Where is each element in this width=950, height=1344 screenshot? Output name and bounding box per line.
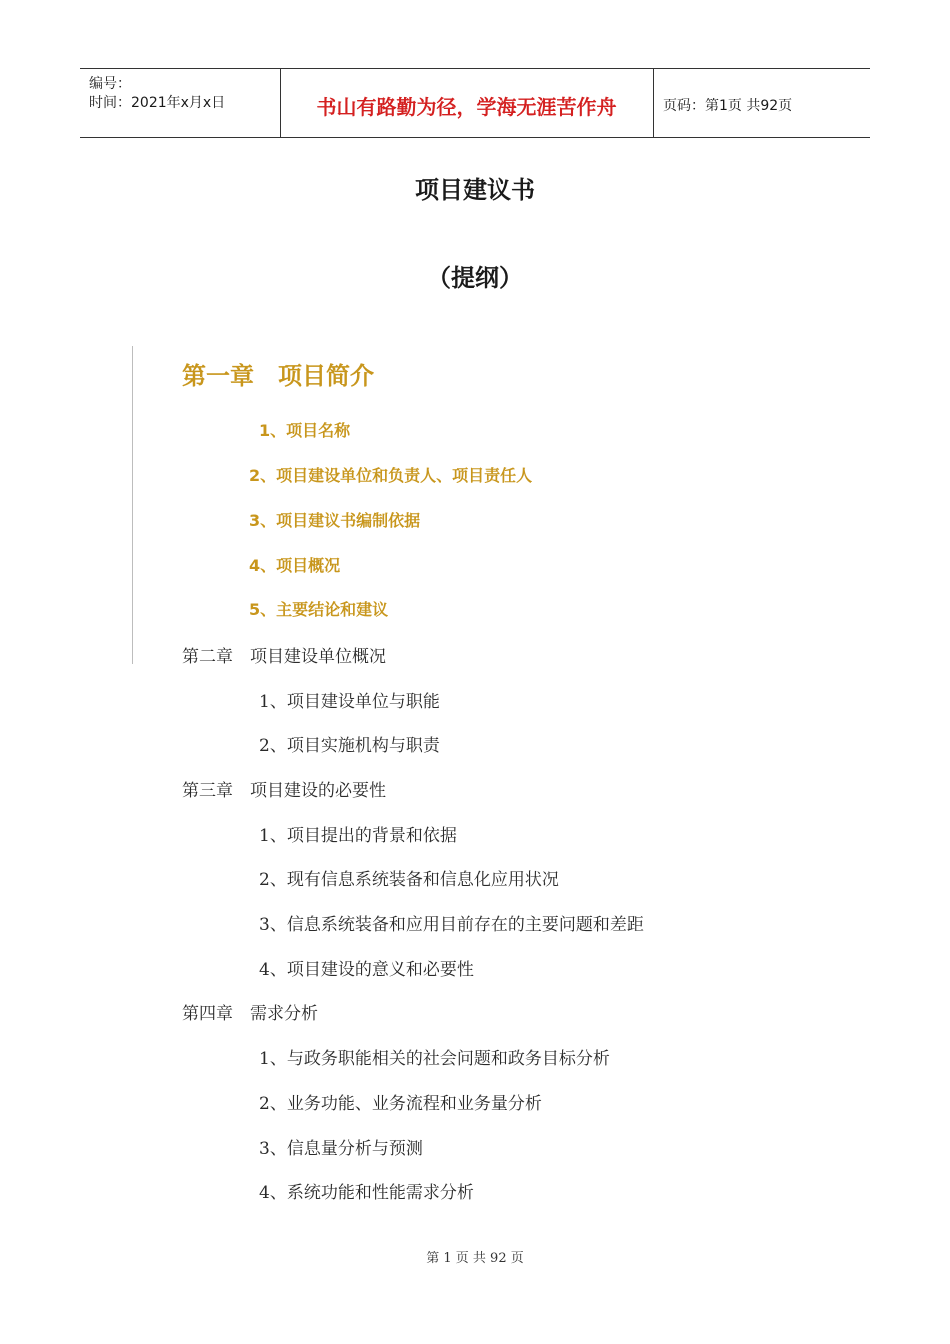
chapter4-item-3: 3、信息量分析与预测 xyxy=(259,1139,423,1159)
chapter1-item-1: 1、项目名称 xyxy=(259,421,351,440)
document-title: 项目建议书 xyxy=(415,176,535,204)
chapter4-item-2: 2、业务功能、业务流程和业务量分析 xyxy=(259,1094,542,1114)
chapter4-item-1: 1、与政务职能相关的社会问题和政务目标分析 xyxy=(259,1049,610,1069)
chapter3-item-2: 2、现有信息系统装备和信息化应用状况 xyxy=(259,870,559,890)
document-subtitle: （提纲） xyxy=(427,264,523,292)
chapter1-item-4: 4、项目概况 xyxy=(249,556,341,575)
document-header xyxy=(80,68,870,138)
chapter1-item-5: 5、主要结论和建议 xyxy=(249,600,389,619)
chapter1-item-2: 2、项目建设单位和负责人、项目责任人 xyxy=(249,466,533,485)
chapter3-item-1: 1、项目提出的背景和依据 xyxy=(259,826,457,846)
chapter2-item-1: 1、项目建设单位与职能 xyxy=(259,692,440,712)
chapter2-title: 第二章 项目建设单位概况 xyxy=(182,647,386,667)
chapter1-title: 第一章 项目简介 xyxy=(182,362,374,390)
header-motto: 书山有路勤为径，学海无涯苦作舟 xyxy=(316,95,617,119)
chapter3-title: 第三章 项目建设的必要性 xyxy=(182,781,386,801)
chapter3-item-4: 4、项目建设的意义和必要性 xyxy=(259,960,474,980)
header-number-label: 编号： xyxy=(89,76,131,92)
outline-margin-rule xyxy=(132,346,133,664)
chapter3-item-3: 3、信息系统装备和应用目前存在的主要问题和差距 xyxy=(259,915,644,935)
chapter4-item-4: 4、系统功能和性能需求分析 xyxy=(259,1183,474,1203)
chapter4-title: 第四章 需求分析 xyxy=(182,1004,318,1024)
page-footer: 第 1 页 共 92 页 xyxy=(426,1251,524,1266)
chapter2-item-2: 2、项目实施机构与职责 xyxy=(259,736,440,756)
header-meta-cell xyxy=(80,69,281,137)
chapter1-item-3: 3、项目建议书编制依据 xyxy=(249,511,421,530)
header-page-info: 页码：第1页 共92页 xyxy=(663,98,793,114)
header-page-cell xyxy=(653,69,870,137)
header-motto-cell xyxy=(280,69,654,137)
header-date-label: 时间：2021年x月x日 xyxy=(89,95,226,111)
